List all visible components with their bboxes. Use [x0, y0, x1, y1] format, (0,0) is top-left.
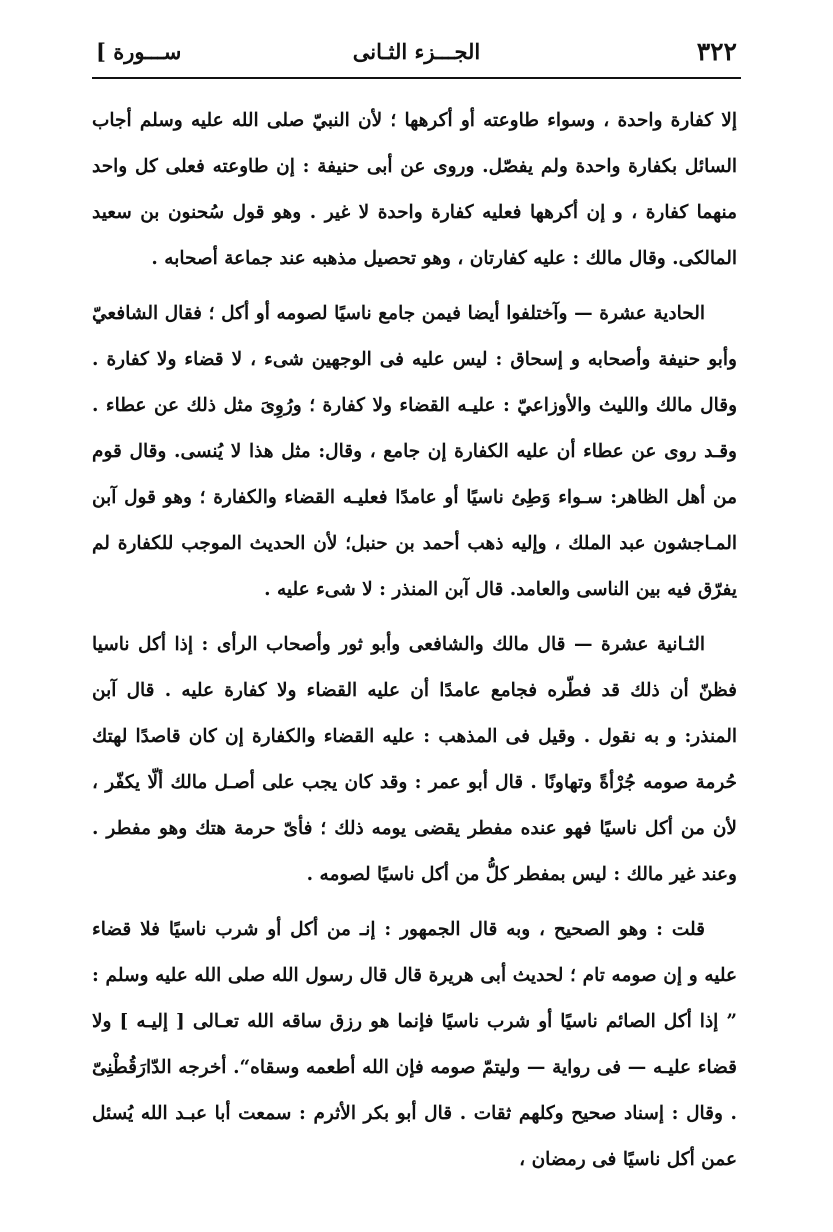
paragraph-qultu: قلت : وهو الصحيح ، وبه قال الجمهور : إنـ من أكل أو شرب ناسيًا فلا قضاء عليه و إن صومه تام ؛ لحديث أبى هريرة قال قال رسول الله صلى الله عليه وسلم : ” إذا أكل الصائم ناسيًا أو شرب ناسيًا فإنما هو رزق ساقه الله تعـالى [ إليـه ] ولا قضاء عليـه — فى رواية — وليتمّ صومه فإن الله أطعمه وسقاه“. أخرجه الدّارَقُطْنِىّ . وقال : إسناد صحيح وكلهم ثقات . قال أبو بكر الأثرم : سمعت أبا عبـد الله يُسئل عمن أكل ناسيًا فى رمضان ،: [92, 919, 737, 1170]
paragraph-twelfth: الثـانية عشرة — قال مالك والشافعى وأبو ثور وأصحاب الرأى : إذا أكل ناسيا فظنّ أن ذلك قد فطّره فجامع عامدًا أن عليه القضاء ولا كفارة عليه . قال آبن المنذر: و به نقول . وقيل فى المذهب : عليه القضاء والكفارة إن كان قاصدًا لهتك حُرمة صومه جُرْأةً وتهاونًا . قال أبو عمر : وقد كان يجب على أصـل مالك ألّا يكفّر ، لأن من أكل ناسيًا فهو عنده مفطر يقضى يومه ذلك ؛ فأىّ حرمة هتك وهو مفطر . وعند غير مالك : ليس بمفطر كلُّ من أكل ناسيًا لصومه .: [92, 634, 737, 885]
page-number: ٣٢٢: [696, 37, 737, 66]
body-text: [92, 98, 737, 1183]
paragraph-eleventh: الحادية عشرة — وآختلفوا أيضا فيمن جامع ناسيًا لصومه أو أكل ؛ فقال الشافعيّ وأبو حنيفة وأصحابه و إسحاق : ليس عليه فى الوجهين شىء ، لا قضاء ولا كفارة . وقال مالك والليث والأوزاعيّ : عليـه القضاء ولا كفارة ؛ ورُوِىَ مثل ذلك عن عطاء . وقـد روى عن عطاء أن عليه الكفارة إن جامع ، وقال: مثل هذا لا يُنسى. وقال قوم من أهل الظاهر: سـواء وَطِئ ناسيًا أو عامدًا فعليـه القضاء والكفارة ؛ وهو قول آبن المـاجشون عبد الملك ، وإليه ذهب أحمد بن حنبل؛ لأن الحديث الموجب للكفارة لم يفرّق فيه بين الناسى والعامد. قال آبن المنذر : لا شىء عليه .: [92, 303, 737, 600]
page-header: [96, 28, 737, 72]
header-rule: [92, 77, 741, 79]
surah-label: [ ســـورة: [96, 39, 182, 64]
part-title: الجـــزء الثـانى: [352, 39, 481, 64]
paragraph-kaffara: إلا كفارة واحدة ، وسواء طاوعته أو أكرهها ؛ لأن النبيّ صلى الله عليه وسلم أجاب السائل بكفارة واحدة ولم يفصّل. وروى عن أبى حنيفة : إن طاوعته فعلى كل واحد منهما كفارة ، و إن أكرهها فعليه كفارة واحدة لا غير . وهو قول سُحنون بن سعيد المالكى. وقال مالك : عليه كفارتان ، وهو تحصيل مذهبه عند جماعة أصحابه .: [92, 110, 737, 269]
